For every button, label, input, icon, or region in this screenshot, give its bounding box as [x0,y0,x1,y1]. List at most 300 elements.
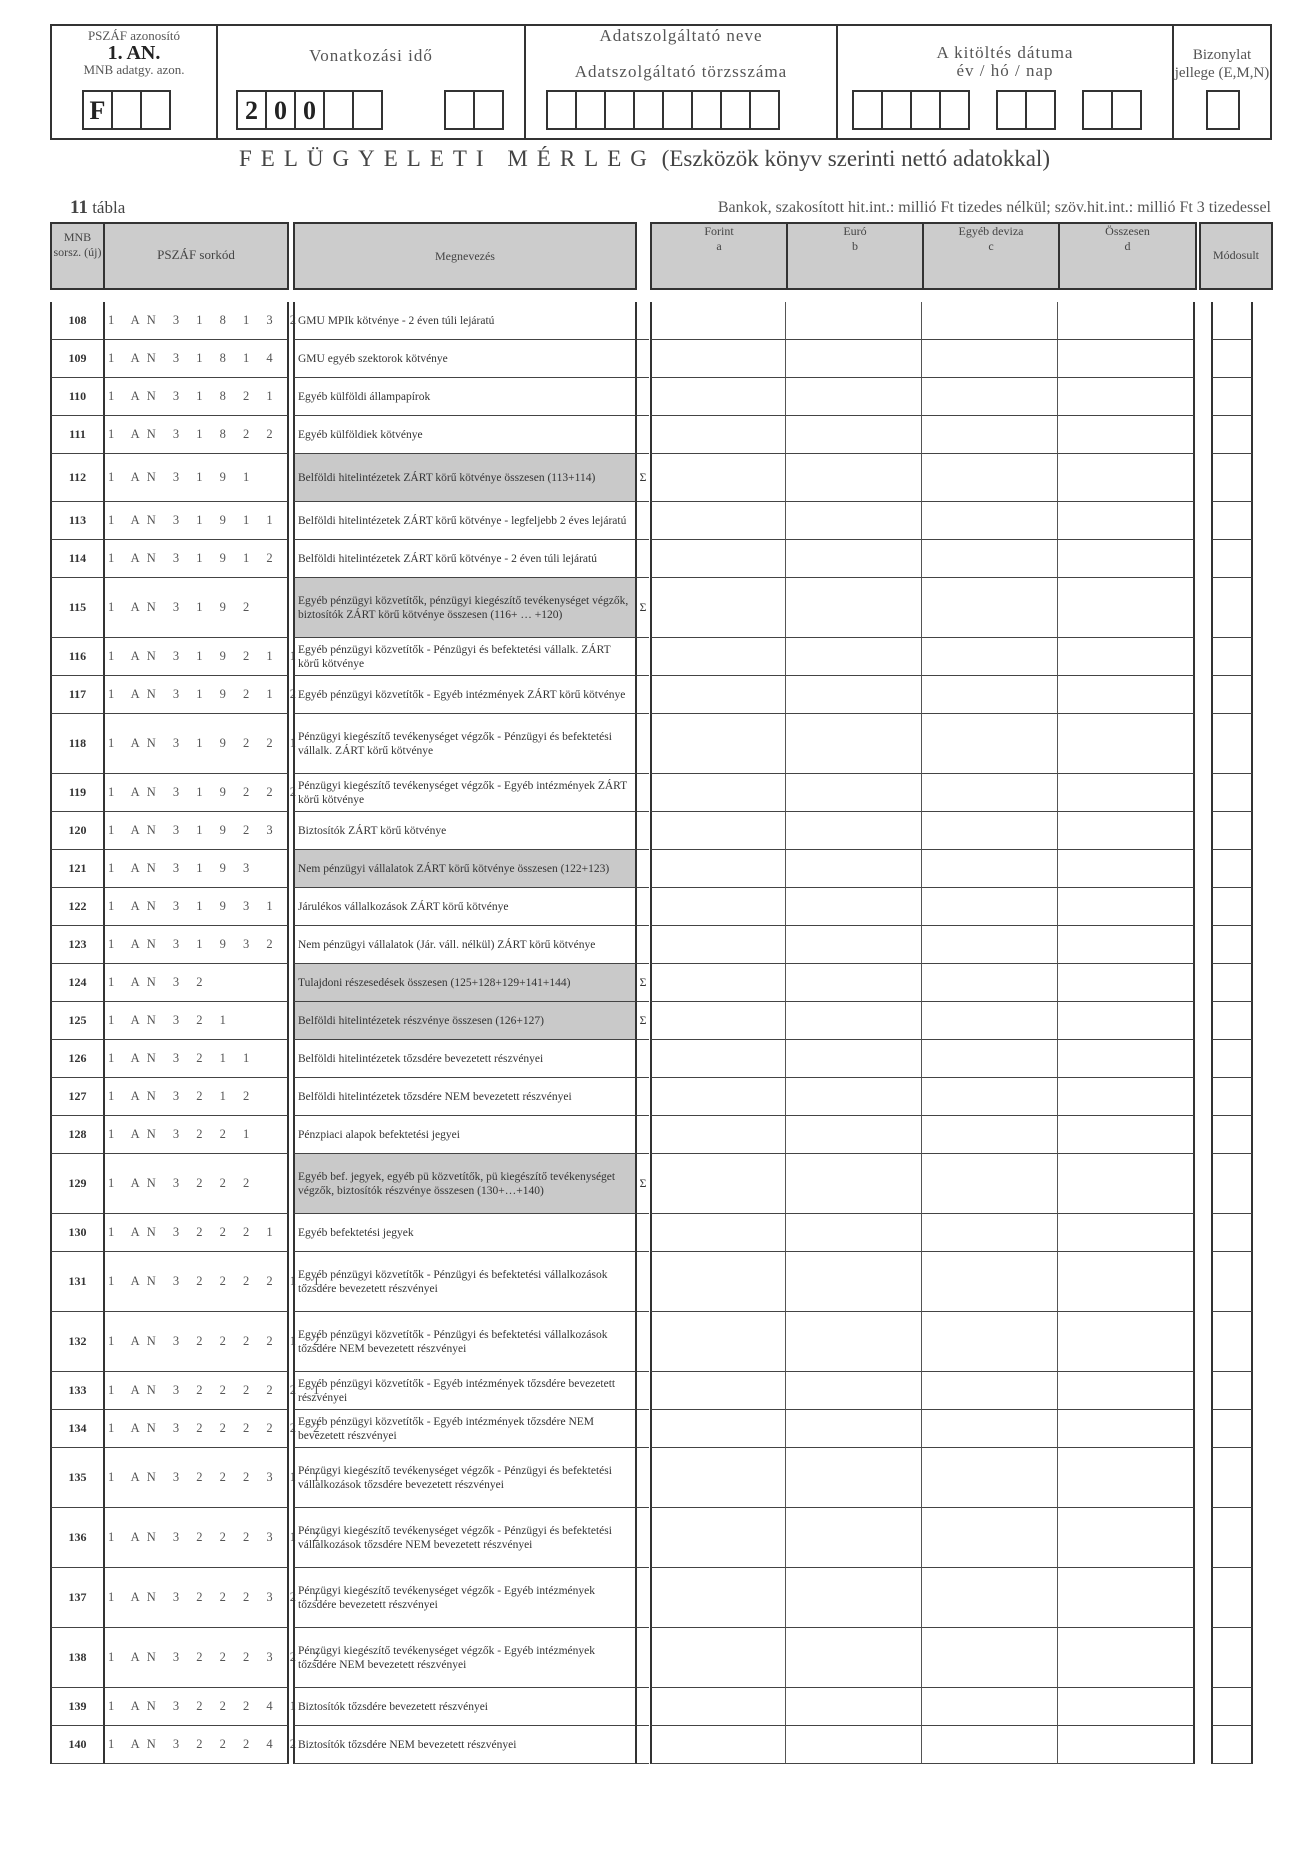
euro-cell[interactable] [786,1568,922,1628]
row-number: 123 [50,926,105,964]
year-box[interactable] [352,90,383,130]
euro-cell[interactable] [786,502,922,540]
modified-cell[interactable] [1211,1410,1253,1448]
row-number: 130 [50,1214,105,1252]
euro-cell[interactable] [786,676,922,714]
row-name: Egyéb pénzügyi közvetítők - Pénzügyi és befektetési vállalk. ZÁRT körű kötvénye [293,638,637,676]
fill-date-label: A kitöltés dátuma [936,43,1074,62]
row-number: 124 [50,964,105,1002]
euro-cell[interactable] [786,416,922,454]
provider-name-label: Adatszolgáltató neve [599,26,763,45]
reference-time-label: Vonatkozási idő [309,46,433,65]
sigma-marker [637,416,649,454]
other-currency-cell[interactable] [922,378,1058,416]
other-currency-cell[interactable] [922,774,1058,812]
other-currency-cell[interactable] [922,1726,1058,1764]
row-name: Biztosítók ZÁRT körű kötvénye [293,812,637,850]
other-currency-cell[interactable] [922,1688,1058,1726]
modified-cell[interactable] [1211,964,1253,1002]
euro-cell[interactable] [786,378,922,416]
year-box[interactable]: 0 [294,90,325,130]
total-cell[interactable] [1058,416,1195,454]
total-cell[interactable] [1058,1410,1195,1448]
other-currency-cell[interactable] [922,1040,1058,1078]
sigma-marker [637,1508,649,1568]
reg-box[interactable] [633,90,664,130]
other-currency-cell[interactable] [922,578,1058,638]
euro-cell[interactable] [786,1252,922,1312]
modified-cell[interactable] [1211,926,1253,964]
euro-cell[interactable] [786,1448,922,1508]
row-code: 1 AN 3 2 1 1 [105,1040,289,1078]
modified-cell[interactable] [1211,888,1253,926]
sigma-marker [637,1312,649,1372]
mnb-id-box[interactable] [111,90,142,130]
euro-cell[interactable] [786,302,922,340]
forint-cell[interactable] [650,502,786,540]
forint-cell[interactable] [650,1726,786,1764]
row-number: 109 [50,340,105,378]
total-cell[interactable] [1058,1508,1195,1568]
row-code: 1 AN 3 2 2 2 2 1 2 [105,1312,289,1372]
modified-cell[interactable] [1211,1040,1253,1078]
row-code: 1 AN 3 2 1 2 [105,1078,289,1116]
forint-cell[interactable] [650,340,786,378]
sigma-marker [637,540,649,578]
row-name: Egyéb pénzügyi közvetítők, pénzügyi kiegészítő tevékenységet végzők, biztosítók ZÁRT körű kötvénye összesen (116+ … +120) [293,578,637,638]
title-sub: (Eszközök könyv szerinti nettó adatokkal) [661,146,1050,171]
row-number: 133 [50,1372,105,1410]
row-number: 116 [50,638,105,676]
euro-cell[interactable] [786,1040,922,1078]
other-currency-cell[interactable] [922,888,1058,926]
sigma-marker [637,1726,649,1764]
total-cell[interactable] [1058,1078,1195,1116]
row-number: 131 [50,1252,105,1312]
total-cell[interactable] [1058,888,1195,926]
reg-box[interactable] [546,90,577,130]
modified-cell[interactable] [1211,1628,1253,1688]
forint-cell[interactable] [650,378,786,416]
other-currency-cell[interactable] [922,340,1058,378]
forint-cell[interactable] [650,1448,786,1508]
modified-cell[interactable] [1211,340,1253,378]
date-year-boxes [852,90,970,130]
total-cell[interactable] [1058,1002,1195,1040]
forint-cell[interactable] [650,540,786,578]
sigma-marker [637,302,649,340]
total-cell[interactable] [1058,1154,1195,1214]
reg-box[interactable] [749,90,780,130]
other-currency-cell[interactable] [922,1448,1058,1508]
reg-box[interactable] [604,90,635,130]
date-box[interactable] [852,90,883,130]
date-box[interactable] [939,90,970,130]
total-cell[interactable] [1058,1726,1195,1764]
provider-cell [526,26,838,138]
forint-cell[interactable] [650,1372,786,1410]
row-name: Egyéb külföldi állampapírok [293,378,637,416]
other-currency-cell[interactable] [922,1116,1058,1154]
euro-cell[interactable] [786,1688,922,1726]
total-cell[interactable] [1058,502,1195,540]
other-currency-cell[interactable] [922,1372,1058,1410]
euro-cell[interactable] [786,1002,922,1040]
other-currency-cell[interactable] [922,540,1058,578]
euro-cell[interactable] [786,850,922,888]
forint-cell[interactable] [650,638,786,676]
forint-cell[interactable] [650,1508,786,1568]
row-name: Pénzügyi kiegészítő tevékenységet végzők - Egyéb intézmények ZÁRT körű kötvénye [293,774,637,812]
sigma-marker: Σ [637,1154,649,1214]
other-currency-cell[interactable] [922,1214,1058,1252]
col-header-other [922,222,1060,290]
modified-cell[interactable] [1211,1372,1253,1410]
forint-cell[interactable] [650,1410,786,1448]
year-box[interactable] [323,90,354,130]
modified-cell[interactable] [1211,714,1253,774]
forint-cell[interactable] [650,302,786,340]
total-cell[interactable] [1058,1116,1195,1154]
other-currency-cell[interactable] [922,964,1058,1002]
month-box[interactable] [444,90,475,130]
row-code: 1 AN 3 2 2 2 2 2 2 [105,1410,289,1448]
euro-cell[interactable] [786,1726,922,1764]
col-header-mnb: MNB sorsz. (új) [50,222,105,290]
row-name: Biztosítók tőzsdére bevezetett részvényei [293,1688,637,1726]
reg-box[interactable] [691,90,722,130]
other-currency-cell[interactable] [922,502,1058,540]
forint-cell[interactable] [650,1154,786,1214]
forint-cell[interactable] [650,926,786,964]
row-code: 1 AN 3 1 9 2 1 2 [105,676,289,714]
row-number: 132 [50,1312,105,1372]
modified-cell[interactable] [1211,1508,1253,1568]
modified-cell[interactable] [1211,416,1253,454]
modified-cell[interactable] [1211,1078,1253,1116]
euro-cell[interactable] [786,340,922,378]
row-number: 134 [50,1410,105,1448]
forint-cell[interactable] [650,454,786,502]
forint-cell[interactable] [650,964,786,1002]
row-number: 138 [50,1628,105,1688]
modified-cell[interactable] [1211,1154,1253,1214]
year-box[interactable]: 2 [236,90,267,130]
other-currency-cell[interactable] [922,1252,1058,1312]
total-cell[interactable] [1058,926,1195,964]
other-currency-cell[interactable] [922,850,1058,888]
forint-cell[interactable] [650,1078,786,1116]
sigma-marker [637,378,649,416]
row-number: 111 [50,416,105,454]
euro-cell[interactable] [786,638,922,676]
other-currency-cell[interactable] [922,812,1058,850]
forint-cell[interactable] [650,1116,786,1154]
modified-cell[interactable] [1211,638,1253,676]
reg-box[interactable] [662,90,693,130]
sigma-marker [637,1372,649,1410]
row-code: 1 AN 3 1 9 2 3 [105,812,289,850]
doc-type-box[interactable] [1206,90,1240,130]
sigma-marker [637,1078,649,1116]
mnb-id-box[interactable]: F [82,90,113,130]
sigma-marker [637,1410,649,1448]
forint-cell[interactable] [650,812,786,850]
forint-cell[interactable] [650,1040,786,1078]
modified-cell[interactable] [1211,850,1253,888]
row-name: Pénzügyi kiegészítő tevékenységet végzők - Egyéb intézmények tőzsdére NEM bevezetett részvényei [293,1628,637,1688]
row-name: Pénzügyi kiegészítő tevékenységet végzők - Pénzügyi és befektetési vállalk. ZÁRT körű kötvénye [293,714,637,774]
total-cell[interactable] [1058,454,1195,502]
row-code: 1 AN 3 2 2 2 3 2 1 [105,1568,289,1628]
row-name: Tulajdoni részesedések összesen (125+128+129+141+144) [293,964,637,1002]
forint-cell[interactable] [650,1214,786,1252]
total-cell[interactable] [1058,1252,1195,1312]
pszaf-id-cell [52,26,218,138]
other-currency-cell[interactable] [922,714,1058,774]
total-cell[interactable] [1058,302,1195,340]
form-header [50,24,1272,140]
total-cell[interactable] [1058,638,1195,676]
col-header-total-sub: d [1124,239,1131,253]
row-number: 117 [50,676,105,714]
forint-cell[interactable] [650,578,786,638]
euro-cell[interactable] [786,888,922,926]
other-currency-cell[interactable] [922,302,1058,340]
euro-cell[interactable] [786,1410,922,1448]
modified-cell[interactable] [1211,812,1253,850]
col-header-forint [650,222,788,290]
euro-cell[interactable] [786,578,922,638]
total-cell[interactable] [1058,1448,1195,1508]
euro-cell[interactable] [786,1078,922,1116]
other-currency-cell[interactable] [922,1312,1058,1372]
euro-cell[interactable] [786,1372,922,1410]
row-number: 121 [50,850,105,888]
month-boxes [444,90,504,130]
euro-cell[interactable] [786,1116,922,1154]
euro-cell[interactable] [786,774,922,812]
total-cell[interactable] [1058,676,1195,714]
row-name: Egyéb pénzügyi közvetítők - Egyéb intézmények tőzsdére bevezetett részvényei [293,1372,637,1410]
modified-cell[interactable] [1211,578,1253,638]
sigma-marker: Σ [637,454,649,502]
euro-cell[interactable] [786,812,922,850]
row-name: Nem pénzügyi vállalatok (Jár. váll. nélkül) ZÁRT körű kötvénye [293,926,637,964]
row-code: 1 AN 3 1 9 2 2 1 [105,714,289,774]
other-currency-cell[interactable] [922,676,1058,714]
total-cell[interactable] [1058,1688,1195,1726]
other-currency-cell[interactable] [922,1410,1058,1448]
forint-cell[interactable] [650,1628,786,1688]
total-cell[interactable] [1058,714,1195,774]
total-cell[interactable] [1058,964,1195,1002]
forint-cell[interactable] [650,774,786,812]
row-number: 128 [50,1116,105,1154]
other-currency-cell[interactable] [922,1002,1058,1040]
modified-cell[interactable] [1211,1726,1253,1764]
total-cell[interactable] [1058,578,1195,638]
modified-cell[interactable] [1211,1116,1253,1154]
total-cell[interactable] [1058,812,1195,850]
date-box[interactable] [1111,90,1142,130]
other-currency-cell[interactable] [922,638,1058,676]
year-box[interactable]: 0 [265,90,296,130]
euro-cell[interactable] [786,454,922,502]
euro-cell[interactable] [786,1628,922,1688]
sigma-marker [637,812,649,850]
doc-type-label: Bizonylat [1192,47,1252,63]
pszaf-id-label: PSZÁF azonosító [87,28,181,43]
row-code: 1 AN 3 2 2 2 [105,1154,289,1214]
page-title [0,146,1289,172]
forint-cell[interactable] [650,676,786,714]
row-code: 1 AN 3 2 2 2 3 2 2 [105,1628,289,1688]
row-code: 1 AN 3 1 8 1 3 2 [105,302,289,340]
total-cell[interactable] [1058,1568,1195,1628]
modified-cell[interactable] [1211,1252,1253,1312]
row-name: Nem pénzügyi vállalatok ZÁRT körű kötvénye összesen (122+123) [293,850,637,888]
sigma-marker [637,850,649,888]
row-name: Járulékos vállalkozások ZÁRT körű kötvénye [293,888,637,926]
date-box[interactable] [996,90,1027,130]
sigma-marker [637,926,649,964]
month-box[interactable] [473,90,504,130]
total-cell[interactable] [1058,774,1195,812]
modified-cell[interactable] [1211,1688,1253,1726]
modified-cell[interactable] [1211,1448,1253,1508]
forint-cell[interactable] [650,1002,786,1040]
euro-cell[interactable] [786,714,922,774]
row-name: Pénzügyi kiegészítő tevékenységet végzők - Egyéb intézmények tőzsdére bevezetett részvényei [293,1568,637,1628]
mnb-id-label: MNB adatgy. azon. [83,62,185,77]
forint-cell[interactable] [650,1688,786,1726]
euro-cell[interactable] [786,1508,922,1568]
sigma-marker [637,1628,649,1688]
modified-cell[interactable] [1211,774,1253,812]
col-header-code: PSZÁF sorkód [103,222,289,290]
forint-cell[interactable] [650,1568,786,1628]
date-box[interactable] [910,90,941,130]
total-cell[interactable] [1058,1628,1195,1688]
euro-cell[interactable] [786,1154,922,1214]
row-code: 1 AN 3 1 9 3 [105,850,289,888]
row-number: 115 [50,578,105,638]
date-box[interactable] [881,90,912,130]
modified-cell[interactable] [1211,1214,1253,1252]
total-cell[interactable] [1058,1372,1195,1410]
total-cell[interactable] [1058,1214,1195,1252]
euro-cell[interactable] [786,540,922,578]
row-name: Belföldi hitelintézetek tőzsdére NEM bevezetett részvényei [293,1078,637,1116]
row-number: 135 [50,1448,105,1508]
row-code: 1 AN 3 2 2 1 [105,1116,289,1154]
mnb-id-box[interactable] [140,90,171,130]
an-code: 1. AN. [107,42,161,64]
total-cell[interactable] [1058,378,1195,416]
reg-box[interactable] [575,90,606,130]
other-currency-cell[interactable] [922,454,1058,502]
row-number: 140 [50,1726,105,1764]
other-currency-cell[interactable] [922,1508,1058,1568]
row-code: 1 AN 3 2 2 2 1 [105,1214,289,1252]
forint-cell[interactable] [650,416,786,454]
other-currency-cell[interactable] [922,1154,1058,1214]
title-main: FELÜGYELETI MÉRLEG [239,146,656,171]
other-currency-cell[interactable] [922,1568,1058,1628]
total-cell[interactable] [1058,340,1195,378]
reg-box[interactable] [720,90,751,130]
total-cell[interactable] [1058,540,1195,578]
date-box[interactable] [1082,90,1113,130]
table-number-label: tábla [92,198,126,217]
row-number: 122 [50,888,105,926]
row-name: Belföldi hitelintézetek ZÁRT körű kötvénye összesen (113+114) [293,454,637,502]
total-cell[interactable] [1058,1312,1195,1372]
doc-type-cell [1174,26,1270,138]
euro-cell[interactable] [786,1312,922,1372]
forint-cell[interactable] [650,1312,786,1372]
modified-cell[interactable] [1211,676,1253,714]
doc-type-boxes [1206,90,1240,130]
row-number: 112 [50,454,105,502]
total-cell[interactable] [1058,1040,1195,1078]
row-code: 1 AN 3 2 2 2 4 1 [105,1688,289,1726]
row-number: 136 [50,1508,105,1568]
date-month-boxes [996,90,1056,130]
sigma-marker [637,1040,649,1078]
row-code: 1 AN 3 1 9 2 1 1 [105,638,289,676]
modified-cell[interactable] [1211,378,1253,416]
euro-cell[interactable] [786,964,922,1002]
modified-cell[interactable] [1211,454,1253,502]
forint-cell[interactable] [650,850,786,888]
date-day-boxes [1082,90,1142,130]
forint-cell[interactable] [650,1252,786,1312]
other-currency-cell[interactable] [922,1078,1058,1116]
row-code: 1 AN 3 1 8 1 4 [105,340,289,378]
modified-cell[interactable] [1211,502,1253,540]
modified-cell[interactable] [1211,1568,1253,1628]
modified-cell[interactable] [1211,1002,1253,1040]
row-number: 113 [50,502,105,540]
row-code: 1 AN 3 2 2 2 2 1 1 [105,1252,289,1312]
row-number: 137 [50,1568,105,1628]
forint-cell[interactable] [650,888,786,926]
euro-cell[interactable] [786,1214,922,1252]
euro-cell[interactable] [786,926,922,964]
other-currency-cell[interactable] [922,926,1058,964]
row-code: 1 AN 3 2 [105,964,289,1002]
row-number: 108 [50,302,105,340]
sigma-marker [637,1252,649,1312]
total-cell[interactable] [1058,850,1195,888]
col-header-euro-sub: b [852,239,858,253]
modified-cell[interactable] [1211,540,1253,578]
modified-cell[interactable] [1211,1312,1253,1372]
modified-cell[interactable] [1211,302,1253,340]
date-box[interactable] [1025,90,1056,130]
row-code: 1 AN 3 1 9 3 2 [105,926,289,964]
year-boxes [236,90,383,130]
col-header-other-label: Egyéb deviza [958,224,1024,238]
forint-cell[interactable] [650,714,786,774]
other-currency-cell[interactable] [922,1628,1058,1688]
other-currency-cell[interactable] [922,416,1058,454]
row-code: 1 AN 3 1 8 2 1 [105,378,289,416]
row-code: 1 AN 3 1 8 2 2 [105,416,289,454]
row-code: 1 AN 3 2 2 2 4 2 [105,1726,289,1764]
